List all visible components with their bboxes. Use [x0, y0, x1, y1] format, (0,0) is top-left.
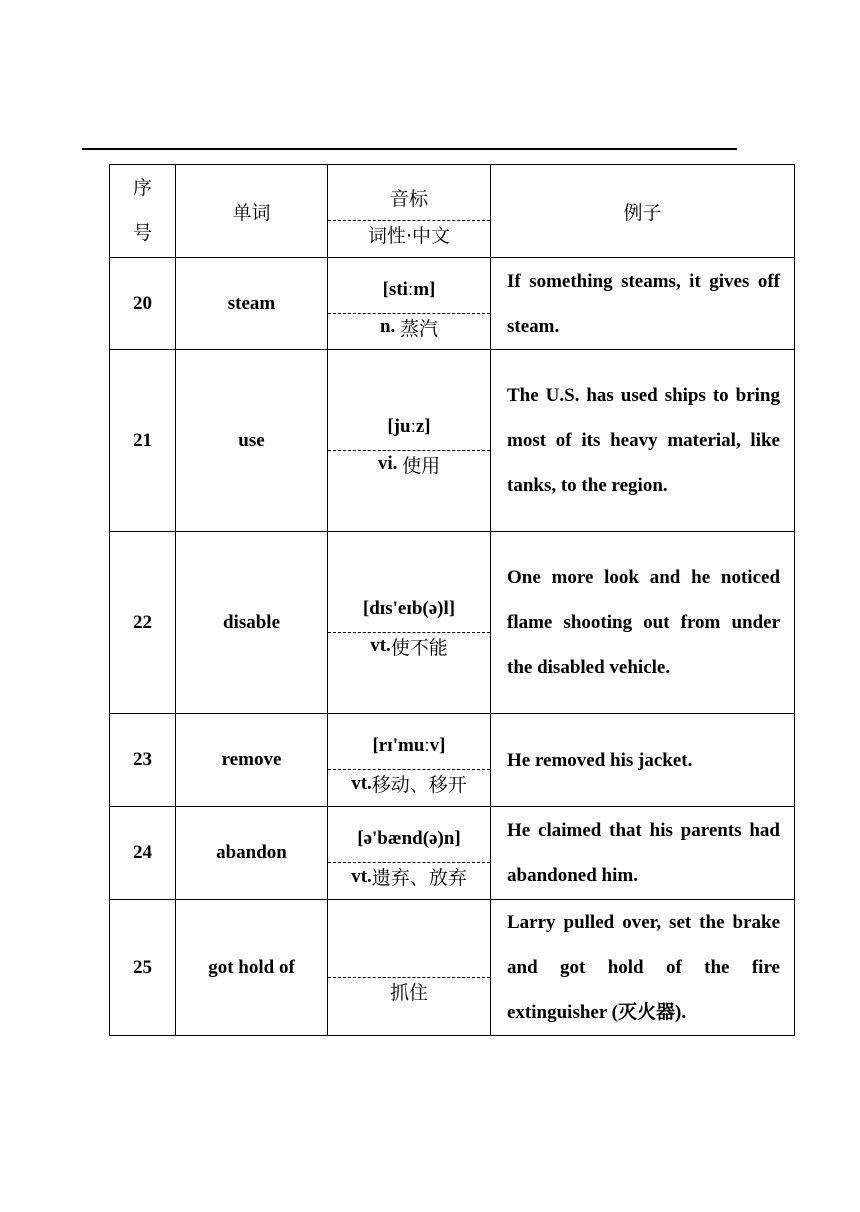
row-seq: 22	[110, 532, 176, 714]
row-seq: 20	[110, 258, 176, 350]
row-example	[491, 807, 795, 900]
vocab-table	[109, 164, 795, 1036]
example-line: material, like tanks, to the	[507, 430, 780, 496]
example-line: off steam.	[507, 270, 781, 337]
header-word: 单词	[176, 165, 328, 258]
example-line: One more look and he	[507, 567, 711, 588]
row-phonetic: [stiːm]	[328, 267, 490, 314]
example-line: The U.S. has used ships to	[507, 385, 729, 406]
example-line: He removed his jacket.	[507, 749, 693, 771]
row-phonetic	[328, 931, 490, 978]
example-line: had abandoned him.	[507, 820, 780, 886]
example-line: brake and got hold of the fire	[507, 912, 780, 978]
table-row	[110, 532, 795, 714]
row-phonetic-cell	[328, 532, 491, 714]
row-example	[491, 350, 795, 532]
row-seq: 23	[110, 714, 176, 807]
row-phonetic-cell	[328, 714, 491, 807]
row-word: got hold of	[176, 900, 328, 1036]
row-meaning: 遗弃、放弃	[371, 867, 467, 889]
row-word: disable	[176, 532, 328, 714]
table-row	[110, 350, 795, 532]
header-phonetic: 音标	[328, 174, 490, 221]
header-phonetic-cell	[328, 165, 491, 258]
row-pos: n.	[379, 316, 396, 337]
row-word: remove	[176, 714, 328, 807]
row-word: steam	[176, 258, 328, 350]
row-seq: 25	[110, 900, 176, 1036]
row-seq: 24	[110, 807, 176, 900]
table-row	[110, 807, 795, 900]
header-seq: 序号	[110, 165, 176, 258]
header-pos-meaning: 词性·中文	[367, 225, 451, 247]
row-meaning: 使用	[402, 454, 441, 477]
row-meaning: 使不能	[390, 636, 448, 659]
example-line: extinguisher (灭火器).	[507, 1002, 687, 1023]
row-example	[491, 258, 795, 350]
example-line: If something steams, it gives	[507, 270, 750, 292]
row-phonetic-cell	[328, 350, 491, 532]
row-example	[491, 714, 795, 807]
example-line: Larry pulled over, set the	[507, 912, 725, 933]
row-pos: vt.	[351, 865, 372, 887]
table-row	[110, 900, 795, 1036]
example-line: region.	[611, 475, 668, 496]
row-pos: vt.	[351, 772, 372, 794]
row-meaning: 蒸汽	[400, 317, 439, 340]
row-word: use	[176, 350, 328, 532]
row-pos: vi.	[377, 453, 398, 474]
row-example	[491, 532, 795, 714]
row-meaning: 移动、移开	[371, 774, 467, 796]
row-example	[491, 900, 795, 1036]
row-pos: vt.	[370, 635, 391, 656]
row-phonetic: [dɪs'eɪb(ə)l]	[328, 586, 490, 633]
row-phonetic: [ə'bænd(ə)n]	[328, 816, 490, 863]
example-line: vehicle.	[609, 657, 671, 678]
header-example: 例子	[491, 165, 795, 258]
row-word: abandon	[176, 807, 328, 900]
row-phonetic-cell	[328, 900, 491, 1036]
row-phonetic: [juːz]	[328, 404, 490, 451]
row-seq: 21	[110, 350, 176, 532]
example-line: He claimed that his parents	[507, 820, 742, 841]
row-phonetic-cell	[328, 258, 491, 350]
header-row	[110, 165, 795, 258]
row-phonetic-cell	[328, 807, 491, 900]
table-row	[110, 714, 795, 807]
example-line: from under the disabled	[507, 612, 781, 678]
row-phonetic: [rɪ'muːv]	[328, 723, 490, 770]
table-row	[110, 258, 795, 350]
row-meaning: 抓住	[389, 981, 428, 1004]
top-rule	[82, 148, 737, 150]
example-line: bring most of its heavy	[507, 385, 780, 451]
example-line: noticed flame shooting out	[507, 567, 781, 633]
